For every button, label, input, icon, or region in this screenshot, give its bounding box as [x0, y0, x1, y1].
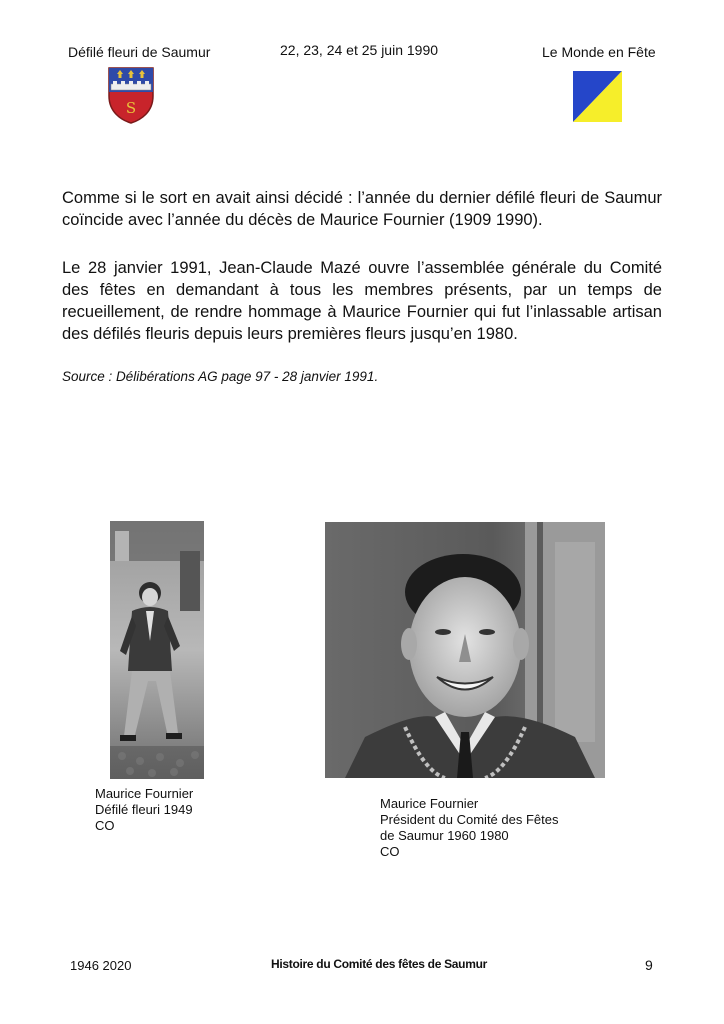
- left-photo-caption: [95, 786, 193, 834]
- right-caption-line-1: Maurice Fournier: [380, 796, 479, 811]
- monde-en-fete-flag-icon: [573, 71, 622, 122]
- footer-years: 1946 2020: [70, 958, 132, 973]
- header-dates: 22, 23, 24 et 25 juin 1990: [280, 42, 439, 58]
- right-photo-caption: [380, 796, 558, 860]
- source-note: Source : Délibérations AG page 97 - 28 janvier 1991.: [62, 369, 379, 384]
- paragraph-2: Le 28 janvier 1991, Jean-Claude Mazé ouvre l’assemblée générale du Comité des fêtes en demandant à tous les membres présents, par un temps de recueillement, de rendre hommage à Maurice Fournier qui fut l’inlassable artisan des défilés fleuris depuis leurs premières fleurs jusqu’en 1980.: [62, 259, 662, 343]
- header-left-title: Défilé fleuri de Saumur: [68, 44, 211, 60]
- left-caption-line-1: Maurice Fournier: [95, 786, 194, 801]
- right-caption-line-3: de Saumur 1960 1980: [380, 828, 509, 843]
- saumur-crest-icon: [107, 66, 155, 124]
- header-right-title: Le Monde en Fête: [542, 44, 656, 60]
- right-caption-line-2: Président du Comité des Fêtes: [380, 812, 559, 827]
- right-caption-line-4: CO: [380, 844, 400, 859]
- paragraph-1: Comme si le sort en avait ainsi décidé : l’année du dernier défilé fleuri de Saumur coïncide avec l’année du décès de Maurice Fournier (1909 1990).: [62, 189, 662, 229]
- left-caption-line-2: Défilé fleuri 1949: [95, 802, 193, 817]
- photo-maurice-fournier-portrait: [325, 522, 605, 778]
- photo-maurice-fournier-1949: [110, 521, 204, 779]
- left-caption-line-3: CO: [95, 818, 115, 833]
- footer-page-number: 9: [645, 957, 653, 973]
- footer-book-title: Histoire du Comité des fêtes de Saumur: [271, 957, 487, 971]
- crest-letter: S: [125, 99, 137, 117]
